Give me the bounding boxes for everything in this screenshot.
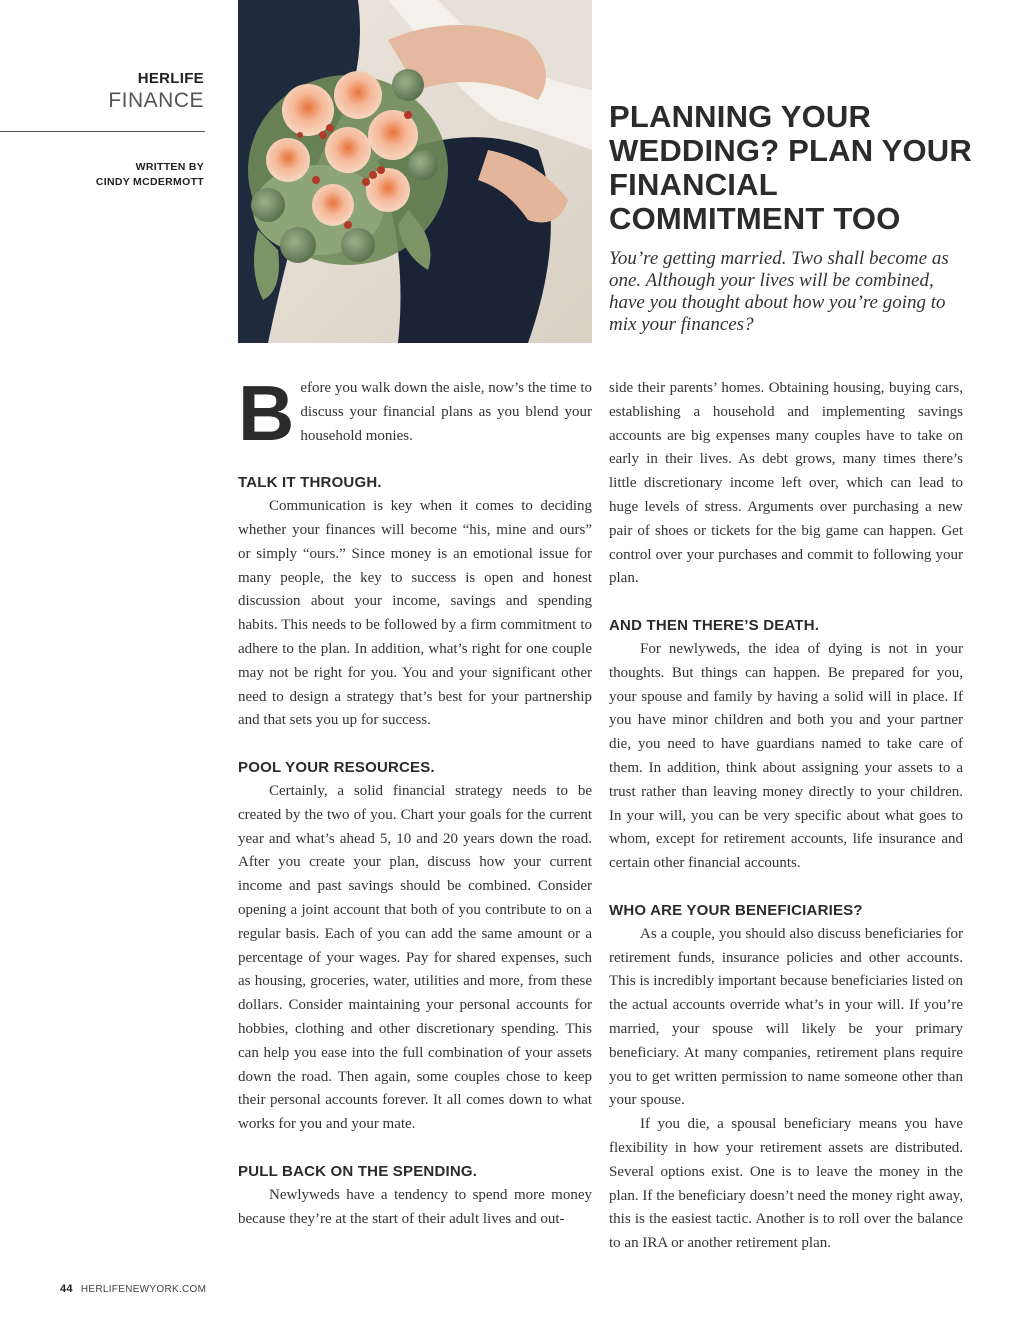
byline-author: CINDY MCDERMOTT	[95, 176, 204, 188]
page-footer	[60, 1283, 206, 1295]
body-paragraph: Certainly, a solid financial strategy needs to be created by the two of you. Chart your goals for the current year and what’s ahead 5, 10 and 20 years down the road. After you create your plan, discuss how your current income and past savings should be combined. Consider opening a joint account that both of you contribute to on a regular basis. Each of you can add the same amount or a percentage of your wages. Pay for shared expenses, such as housing, groceries, water, utilities and more, from these dollars. Consider maintaining your personal accounts for hobbies, clothing and other discretionary spending. This can help you ease into the full combination of your assets down the road. Then again, some couples chose to keep their personal accounts forever. It all comes down to what works for you and your mate.	[238, 782, 592, 1133]
byline-label: WRITTEN BY	[135, 161, 204, 173]
body-paragraph: Newlyweds have a tendency to spend more money because they’re at the start of their adult lives and out-	[238, 1186, 592, 1227]
wedding-bouquet-photo	[238, 0, 592, 343]
body-paragraph: If you die, a spousal beneficiary means you have flexibility in how your retirement assets are distributed. Several options exist. One is to leave the money in the plan. If the beneficiary doesn’t need the money right away, this is the easiest tactic. Another is to roll over the balance to an IRA or another retirement plan.	[609, 1116, 963, 1252]
intro-paragraph	[238, 369, 592, 457]
masthead-divider	[0, 131, 205, 132]
section-name: FINANCE	[108, 89, 204, 112]
magazine-name: HERLIFE	[137, 70, 204, 87]
article-subhead: You’re getting married. Two shall become as one. Although your lives will be combined, have you thought about how you’re going to mix your finances?	[609, 248, 949, 335]
byline	[96, 160, 204, 190]
article-column-right	[609, 377, 963, 1256]
body-paragraph: As a couple, you should also discuss beneficiaries for retirement funds, insurance policies and other accounts. This is incredibly important because beneficiaries listed on the actual accounts override what’s in your will. If you’re married, your spouse will likely be your primary beneficiary. At many companies, retirement plans require you to get written permission to name someone other than your spouse.	[609, 925, 963, 1109]
intro-text: efore you walk down the aisle, now’s the time to discuss your financial plans as you blend your household monies.	[300, 380, 592, 444]
body-paragraph-continued: side their parents’ homes. Obtaining housing, buying cars, establishing a household and implementing savings accounts are big expenses many couples have to take on early in their lives. As debt grows, many times there’s little discretionary income left over, which can lead to huge levels of stress. Arguments over purchasing a new pair of shoes or tickets for the big game can happen. Get control over your purchases and commit to following your plan.	[609, 380, 963, 587]
article-column-left	[238, 369, 592, 1231]
page-number: 44	[60, 1283, 73, 1295]
body-paragraph: For newlyweds, the idea of dying is not in your thoughts. But things can happen. Be prepared for you, your spouse and family by having a solid will in place. If you have minor children and both you and your partner die, you need to have guardians named to take care of them. In addition, think about assigning your assets to a trust rather than leaving money directly to your children. In your will, you can be very specific about what goes to whom, except for retirement accounts, life insurance and certain other financial accounts.	[609, 640, 963, 872]
article-headline: PLANNING YOUR WEDDING? PLAN YOUR FINANCIAL COMMITMENT TOO	[609, 99, 972, 236]
section-heading: TALK IT THROUGH.	[238, 474, 382, 492]
body-paragraph: Communication is key when it comes to deciding whether your finances will become “his, mine and ours” or simply “ours.” Since money is an emotional issue for many people, the key to success is open and honest discussion about your income, savings and spending habits. This needs to be followed by a firm commitment to adhere to the plan. In addition, what’s right for one couple may not be right for you. You and your significant other need to design a strategy that’s best for your partnership and that sets you up for success.	[238, 498, 592, 729]
section-heading: WHO ARE YOUR BENEFICIARIES?	[609, 901, 863, 919]
drop-cap: B	[238, 369, 295, 457]
site-url: HERLIFENEWYORK.COM	[80, 1284, 207, 1295]
section-masthead	[108, 70, 204, 114]
section-heading: AND THEN THERE’S DEATH.	[609, 617, 820, 635]
section-heading: POOL YOUR RESOURCES.	[238, 759, 435, 777]
section-heading: PULL BACK ON THE SPENDING.	[238, 1162, 478, 1180]
